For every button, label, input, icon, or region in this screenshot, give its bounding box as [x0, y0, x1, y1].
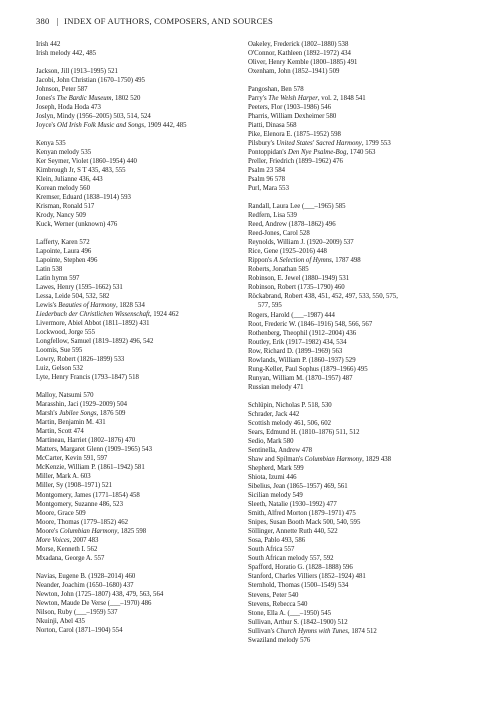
index-entry: Rowlands, William P. (1860–1937) 529	[248, 356, 356, 364]
index-entry: Shiota, Izumi 446	[248, 473, 297, 481]
index-entry: Runyan, William M. (1870–1957) 487	[248, 374, 353, 382]
index-entry: Marsh's Jubilee Songs, 1876 509	[36, 410, 126, 418]
index-entry: Korean melody 560	[36, 184, 90, 192]
index-entry: Matters, Margaret Glenn (1909–1965) 543	[36, 446, 152, 454]
index-entry: Kremser, Eduard (1838–1914) 593	[36, 193, 131, 201]
index-entry: Montgomery, James (1771–1854) 458	[36, 491, 140, 499]
index-entry: Pike, Elenora E. (1875–1952) 598	[248, 131, 341, 139]
index-entry: Smith, Alfred Morton (1879–1971) 475	[248, 510, 356, 518]
index-entry: Ker Seymer, Violet (1860–1954) 440	[36, 157, 137, 165]
index-entry: Morse, Kenneth I. 562	[36, 545, 98, 553]
index-entry: Irish melody 442, 485	[36, 50, 97, 58]
index-entry: Pangoshan, Ben 578	[248, 85, 304, 93]
index-entry: Sullivan's Church Hymns with Tunes, 1874 512	[248, 627, 377, 635]
index-group	[36, 40, 242, 58]
index-entry: Randall, Laura Lee (___–1965) 585	[248, 202, 346, 210]
index-entry: 577, 595	[258, 302, 282, 310]
index-entry: Lafferty, Karen 572	[36, 238, 90, 246]
running-header	[36, 16, 273, 26]
index-entry: Routley, Erik (1917–1982) 434, 534	[248, 338, 347, 346]
index-entry: Nilson, Ruby (___–1959) 537	[36, 608, 118, 616]
index-entry: Sosa, Pablo 493, 586	[248, 537, 306, 545]
header-separator: |	[56, 16, 59, 26]
index-entry: Stanford, Charles Villiers (1852–1924) 481	[248, 573, 366, 581]
index-entry: More Voices, 2007 483	[36, 536, 99, 544]
index-entry: Sicilian melody 549	[248, 491, 303, 499]
index-entry: Johnson, Peter 587	[36, 85, 88, 93]
index-entry: Miller, Sy (1908–1971) 521	[36, 482, 113, 490]
index-entry: Row, Richard D. (1899–1969) 563	[248, 347, 343, 355]
index-entry: Sternhold, Thomas (1500–1549) 534	[248, 582, 349, 590]
index-group	[248, 401, 454, 645]
index-entry: Rice, Gene (1925–2016) 448	[248, 248, 327, 256]
index-entry: Schrader, Jack 442	[248, 410, 300, 418]
index-entry: Reed-Jones, Carol 528	[248, 230, 310, 238]
index-entry: Newton, Maude De Verse (___–1970) 486	[36, 599, 152, 607]
index-entry: South Africa 557	[248, 546, 295, 554]
index-entry: Psalm 96 578	[248, 176, 286, 184]
index-entry: Lawes, Henry (1595–1662) 531	[36, 283, 123, 291]
index-entry: Lyte, Henry Francis (1793–1847) 518	[36, 374, 139, 382]
index-entry: Piatti, Dinasa 568	[248, 121, 297, 129]
index-entry: Shepherd, Mark 599	[248, 464, 304, 472]
index-entry: Nkuinji, Abel 435	[36, 617, 85, 625]
index-entry: Rothenberg, Theophil (1912–2004) 436	[248, 329, 357, 337]
index-entry: South African melody 557, 592	[248, 555, 334, 563]
index-entry: Loomis, Sue 595	[36, 347, 83, 355]
index-entry: Oakeley, Frederick (1802–1880) 538	[248, 41, 349, 48]
index-group	[248, 40, 454, 76]
index-entry: Roberts, Jonathan 585	[248, 266, 309, 274]
index-entry: Krisman, Ronald 517	[36, 202, 95, 210]
index-entry: Liederbuch der Christlichen Wissenschaft, 1924 462	[36, 311, 179, 319]
index-entry: Luiz, Gelson 532	[36, 365, 84, 373]
index-entry: Oliver, Henry Kemble (1800–1885) 491	[248, 59, 358, 67]
index-group	[248, 85, 454, 194]
index-group	[36, 67, 242, 130]
index-entry: Irish 442	[36, 41, 61, 48]
index-entry: Latin 538	[36, 265, 63, 273]
index-entry: Klein, Julianne 436, 443	[36, 175, 103, 183]
index-entry: Snipes, Susan Booth Mack 500, 540, 595	[248, 519, 361, 527]
index-entry: Russian melody 471	[248, 383, 304, 391]
index-entry: O'Connor, Kathleen (1892–1972) 434	[248, 50, 351, 58]
index-entry: Kimbrough Jr, S T 435, 483, 555	[36, 166, 126, 174]
index-entry: Rogers, Harold (___–1987) 444	[248, 311, 335, 319]
index-entry: Navias, Eugene B. (1928–2014) 460	[36, 572, 136, 580]
index-entry: Parry's The Welsh Harper, vol. 2, 1848 541	[248, 94, 366, 102]
index-entry: Moore, Grace 509	[36, 509, 86, 517]
index-entry: Preller, Friedrich (1899–1962) 476	[248, 158, 343, 166]
index-group	[36, 238, 242, 383]
index-entry: Reed, Andrew (1878–1862) 496	[248, 221, 336, 229]
index-entry: Lapointe, Stephen 496	[36, 256, 98, 264]
index-column-right	[248, 40, 454, 653]
index-group	[36, 391, 242, 563]
index-entry: Lessa, Leide 504, 532, 582	[36, 292, 110, 300]
index-column-left	[36, 40, 242, 643]
index-entry: Röckabrand, Robert 438, 451, 452, 497, 533, 550, 575,	[248, 293, 398, 301]
index-entry: Reynolds, William J. (1920–2009) 537	[248, 239, 354, 247]
index-entry: Miller, Mark A. 603	[36, 473, 91, 481]
index-entry: Latin hymn 597	[36, 274, 80, 282]
index-entry: Scottish melody 461, 506, 602	[248, 419, 332, 427]
index-entry: Redfern, Lisa 539	[248, 211, 297, 219]
index-entry: Sullivan, Arthur S. (1842–1900) 512	[248, 618, 348, 626]
index-entry: Söllinger, Annette Ruth 440, 522	[248, 528, 338, 536]
index-entry: Marasshin, Jaci (1929–2009) 504	[36, 401, 127, 409]
index-entry: Newton, John (1725–1807) 438, 479, 563, 564	[36, 590, 164, 598]
index-entry: Schlüpin, Nicholas P. 518, 530	[248, 401, 332, 409]
index-entry: Stone, Ella A. (___–1950) 545	[248, 609, 332, 617]
index-entry: Mxadana, George A. 557	[36, 554, 105, 562]
page-number: 380	[36, 16, 50, 26]
index-entry: Moore's Columbian Harmony, 1825 598	[36, 527, 147, 535]
index-entry: Kuck, Werner (unknown) 476	[36, 221, 118, 229]
index-entry: Shaw and Spilman's Columbian Harmony, 1829 438	[248, 455, 392, 463]
index-entry: Psalm 23 584	[248, 167, 286, 175]
index-entry: McKenzie, William P. (1861–1942) 581	[36, 464, 145, 472]
index-entry: Joyce's Old Irish Folk Music and Songs, 1909 442, 485	[36, 121, 187, 129]
index-entry: Lockwood, Jorge 555	[36, 329, 95, 337]
index-entry: Spafford, Horatio G. (1828–1888) 596	[248, 564, 353, 572]
index-entry: Joslyn, Mindy (1956–2005) 503, 514, 524	[36, 112, 151, 120]
index-entry: Sentinella, Andrew 478	[248, 446, 312, 454]
index-entry: Malloy, Natsumi 570	[36, 392, 94, 400]
index-entry: Kenya 535	[36, 139, 66, 147]
index-entry: Sleeth, Natalie (1930–1992) 477	[248, 501, 337, 509]
index-entry: Peeters, Flor (1903–1986) 546	[248, 103, 332, 111]
index-group	[36, 139, 242, 229]
index-entry: Purl, Mara 553	[248, 185, 289, 193]
index-entry: Martin, Scott 474	[36, 428, 84, 436]
index-entry: Rippon's A Selection of Hymns, 1787 498	[248, 257, 361, 265]
index-entry: Joseph, Hoda Hoda 473	[36, 103, 101, 111]
index-group	[248, 202, 454, 392]
index-entry: Lewis's Beauties of Harmony, 1828 534	[36, 302, 145, 309]
index-entry: Pilsbury's United States' Sacred Harmony, 1799 553	[248, 140, 391, 148]
index-entry: Swaziland melody 576	[248, 636, 311, 644]
header-title: INDEX OF AUTHORS, COMPOSERS, AND SOURCES	[64, 16, 273, 26]
index-entry: Montgomery, Suzanne 486, 523	[36, 500, 123, 508]
index-entry: Martineau, Harriet (1802–1876) 470	[36, 437, 136, 445]
index-entry: Neander, Joachim (1650–1680) 437	[36, 581, 134, 589]
index-entry: Moore, Thomas (1779–1852) 462	[36, 518, 129, 526]
index-entry: Pontoppidan's Den Nye Psalme-Bog, 1740 563	[248, 149, 376, 157]
index-entry: Sedio, Mark 580	[248, 437, 294, 445]
index-entry: Robinson, Robert (1735–1790) 460	[248, 284, 345, 292]
index-entry: Kenyan melody 535	[36, 148, 92, 156]
index-entry: Jacobi, John Christian (1670–1750) 495	[36, 76, 145, 84]
index-entry: Sibelius, Jean (1865–1957) 469, 561	[248, 482, 348, 490]
index-entry: Sears, Edmund H. (1810–1876) 511, 512	[248, 428, 360, 436]
index-group	[36, 572, 242, 635]
index-entry: Oxenham, John (1852–1941) 509	[248, 68, 340, 76]
index-entry: Jones's The Bardic Museum, 1802 520	[36, 94, 141, 102]
index-entry: Krody, Nancy 509	[36, 211, 86, 219]
index-entry: Stevens, Peter 540	[248, 591, 299, 599]
index-entry: Norton, Carol (1871–1904) 554	[36, 626, 123, 634]
index-entry: Pharris, William Dexheimer 580	[248, 112, 337, 120]
index-entry: Root, Frederic W. (1846–1916) 548, 566, 567	[248, 320, 373, 328]
index-entry: Longfellow, Samuel (1819–1892) 496, 542	[36, 338, 154, 346]
index-entry: Lapointe, Laura 496	[36, 247, 92, 255]
index-entry: Robinson, E. Jewel (1880–1949) 531	[248, 275, 350, 283]
index-entry: Lowry, Robert (1826–1899) 533	[36, 356, 125, 364]
index-entry: Livermore, Abiel Abbot (1811–1892) 431	[36, 320, 150, 328]
index-entry: Rung-Keller, Paul Sophus (1879–1966) 495	[248, 365, 368, 373]
index-entry: McCarter, Kevin 591, 597	[36, 455, 108, 463]
index-entry: Stevens, Rebecca 540	[248, 600, 308, 608]
index-entry: Martin, Benjamin M. 431	[36, 419, 106, 427]
index-entry: Jackson, Jill (1913–1995) 521	[36, 67, 118, 75]
